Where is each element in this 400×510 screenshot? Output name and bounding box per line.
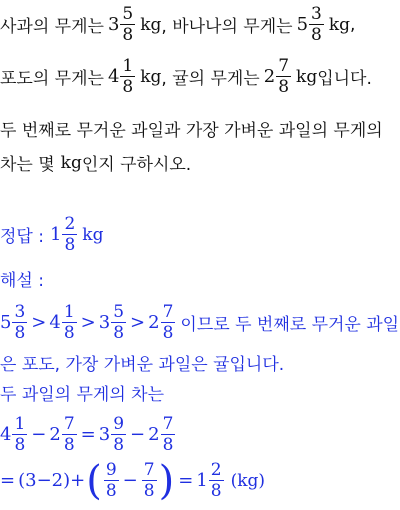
result-whole: 1 [196,470,208,491]
unit: kg [296,66,318,87]
banana-whole: 5 [296,14,309,35]
unit: kg [60,152,82,173]
question-text: 두 번째로 무거운 과일과 가장 가벼운 과일의 무게의 [0,121,383,141]
tangerine-fraction: $\frac{7}{8}$ [278,56,290,97]
tangerine-whole: 2 [263,66,276,87]
question-text: , [350,14,356,35]
calc-fraction: $\frac{9}{8}$ [105,460,117,501]
result-fraction: $\frac{2}{8}$ [210,460,222,501]
calc-fraction: $\frac{7}{8}$ [63,414,75,455]
answer-label: 정답 : [0,227,44,247]
gt-sign: > [130,312,146,333]
question-line-1 [0,4,355,45]
comparison-line [0,302,399,343]
cmp-fraction: $\frac{5}{8}$ [113,302,125,343]
calc-expression: (3−2)+ [18,470,86,491]
calc-whole: 2 [148,424,160,445]
explanation-label-text: 해설 : [0,271,44,291]
unit: kg [328,14,351,35]
cmp-text: 이므로 두 번째로 무거운 과일 [180,315,400,335]
cmp-whole: 3 [98,312,111,333]
cmp-whole: 5 [0,312,12,333]
calc-fraction: $\frac{1}{8}$ [14,414,26,455]
grape-whole: 4 [107,66,120,87]
apple-whole: 3 [107,14,120,35]
minus-sign: − [130,424,146,445]
result-unit: (kg) [230,470,266,491]
question-text: , 귤의 무게는 [161,69,260,89]
left-paren: ( [86,457,102,504]
apple-fraction: $\frac{5}{8}$ [122,4,134,45]
gt-sign: > [80,312,96,333]
calc-whole: 3 [98,424,111,445]
cmp-fraction: $\frac{7}{8}$ [162,302,174,343]
question-line-3 [0,116,383,141]
banana-fraction: $\frac{3}{8}$ [311,4,322,45]
explanation-line-2 [0,350,284,375]
grape-fraction: $\frac{1}{8}$ [122,56,134,97]
question-line-4 [0,150,191,175]
calc-fraction: $\frac{9}{8}$ [113,414,125,455]
answer-line [0,214,103,255]
question-text: 포도의 무게는 [0,69,104,89]
calc-line-2 [0,457,266,504]
explanation-text: 은 포도, 가장 가벼운 과일은 귤입니다. [0,355,285,375]
calc-fraction: $\frac{7}{8}$ [162,414,174,455]
minus-sign: − [31,424,47,445]
equals-sign: = [0,470,16,491]
cmp-whole: 2 [148,312,160,333]
question-text: 사과의 무게는 [0,17,104,37]
unit: kg [140,66,162,87]
answer-whole: 1 [49,224,62,245]
calc-whole: 4 [0,424,12,445]
question-text: 인지 구하시오. [81,155,192,175]
question-text: 차는 몇 [0,155,55,175]
explanation-label [0,266,44,291]
calc-fraction: $\frac{7}{8}$ [143,460,155,501]
explanation-text: 두 과일의 무게의 차는 [0,385,165,405]
cmp-fraction: $\frac{1}{8}$ [63,302,75,343]
answer-fraction: $\frac{2}{8}$ [64,214,76,255]
equals-sign: = [80,424,96,445]
explanation-line-3 [0,380,164,405]
calc-whole: 2 [49,424,61,445]
unit: kg [140,14,162,35]
right-paren: ) [158,457,175,504]
question-text: , 바나나의 무게는 [161,17,293,37]
equals-sign: = [178,470,194,491]
cmp-fraction: $\frac{3}{8}$ [14,302,26,343]
gt-sign: > [31,312,47,333]
question-text: 입니다. [317,69,372,89]
calc-line-1 [0,414,176,455]
question-line-2 [0,56,372,97]
answer-unit: kg [82,224,104,245]
minus-sign: − [122,470,138,491]
cmp-whole: 4 [49,312,61,333]
